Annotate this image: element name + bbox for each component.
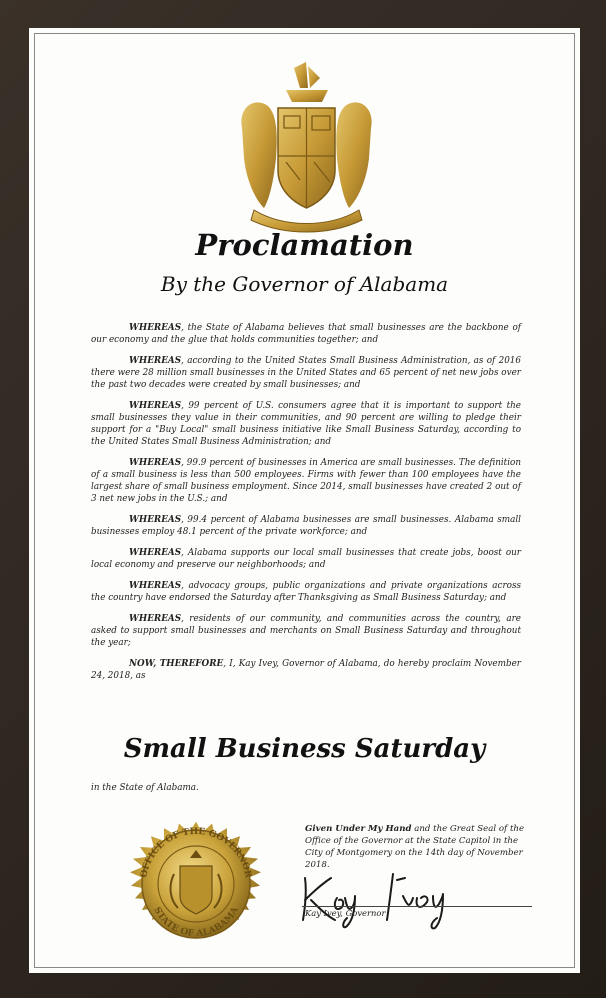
svg-text:STATE OF ALABAMA: STATE OF ALABAMA xyxy=(151,905,241,940)
whereas-paragraph: WHEREAS, advocacy groups, public organizations and private organizations across the country have endorsed the Saturday after Thanksgiving as Small Business Saturday; and xyxy=(91,581,521,603)
document-title: Proclamation xyxy=(195,228,414,262)
state-line: in the State of Alabama. xyxy=(91,783,199,793)
whereas-paragraph: WHEREAS, residents of our community, and communities across the country, are asked to support small businesses and merchants on Small Business Saturday and throughout the year; xyxy=(91,614,521,648)
alabama-coat-of-arms-icon xyxy=(234,58,379,238)
whereas-paragraph: WHEREAS, 99.4 percent of Alabama businesses are small businesses. Alabama small businesses employ 48.1 percent of the private workforce; and xyxy=(91,515,521,537)
proclaimed-event-name: Small Business Saturday xyxy=(123,734,486,764)
whereas-paragraph: WHEREAS, 99.9 percent of businesses in America are small businesses. The definition of a small business is less than 500 employees. Firms with fewer than 100 employees have the largest share of small business employment. Since 2014, small businesses have created 2 out of 3 net new jobs in the U.S.; and xyxy=(91,458,521,504)
proclamation-body xyxy=(91,322,521,691)
svg-text:OFFICE OF THE GOVERNOR: OFFICE OF THE GOVERNOR xyxy=(139,826,253,879)
whereas-paragraph: WHEREAS, Alabama supports our local small businesses that create jobs, boost our local economy and preserve our neighborhoods; and xyxy=(91,548,521,570)
whereas-paragraph: WHEREAS, 99 percent of U.S. consumers agree that it is important to support the small businesses they value in their communities, and 90 percent are willing to pledge their support for a "Buy Local" small business initiative like Small Business Saturday, according to the United States Small Business Administration; and xyxy=(91,401,521,447)
great-seal-icon xyxy=(116,804,276,964)
therefore-paragraph: NOW, THEREFORE, I, Kay Ivey, Governor of Alabama, do hereby proclaim November 24, 2018, as xyxy=(91,659,522,681)
document-subtitle: By the Governor of Alabama xyxy=(160,272,449,296)
signer-name: Kay Ivey, Governor xyxy=(305,908,386,918)
whereas-paragraph: WHEREAS, according to the United States Small Business Administration, as of 2016 there were 28 million small businesses in the United States and 65 percent of net new jobs over the past two decades were created by small businesses; and xyxy=(91,356,521,390)
signature-line xyxy=(302,906,532,907)
proclamation-page xyxy=(29,28,580,973)
given-under-hand-statement: Given Under My Hand and the Great Seal of the Office of the Governor at the State Capitol in the City of Montgomery on the 14th day of November 2018. xyxy=(305,824,525,870)
whereas-paragraph: WHEREAS, the State of Alabama believes that small businesses are the backbone of our economy and the glue that holds communities together; and xyxy=(91,323,521,345)
governor-signature xyxy=(297,868,517,933)
